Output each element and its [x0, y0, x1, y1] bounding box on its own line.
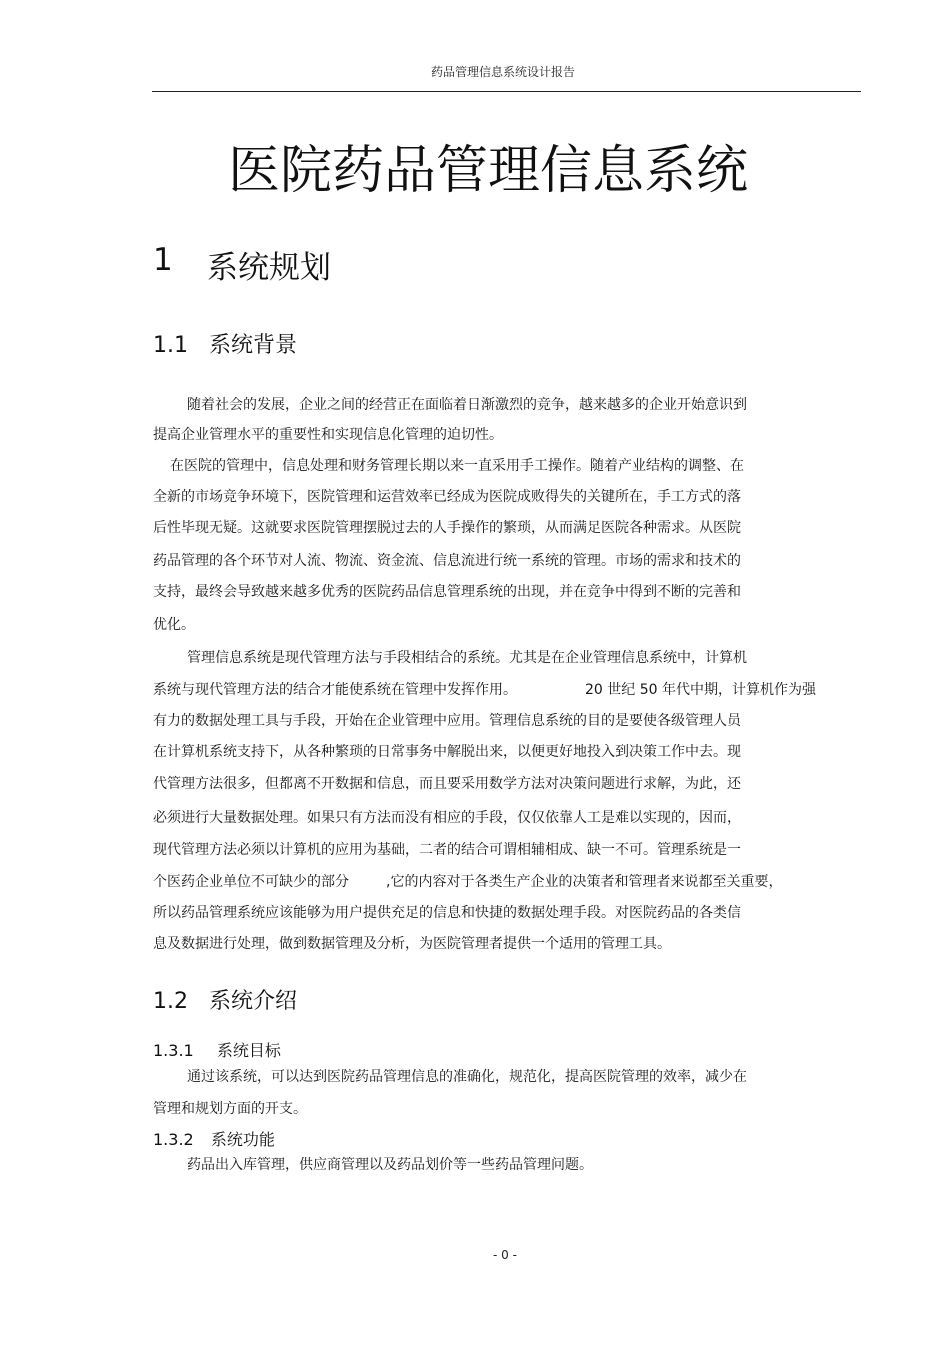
paragraph-line: ,它的内容对于各类生产企业的决策者和管理者来说都至关重要，	[386, 874, 783, 890]
paragraph-line: 后性毕现无疑。这就要求医院管理摆脱过去的人手操作的繁琐，从而满足医院各种需求。从医院	[153, 520, 741, 536]
page-number: - 0 -	[493, 1248, 517, 1262]
paragraph-line: 药品管理的各个环节对人流、物流、资金流、信息流进行统一系统的管理。市场的需求和技术的	[153, 553, 741, 569]
section-title: 系统背景	[209, 333, 298, 358]
section-number: 1.3.1	[153, 1041, 194, 1060]
paragraph-line: 优化。	[153, 617, 195, 633]
section-number: 1.2	[153, 989, 188, 1014]
running-header: 药品管理信息系统设计报告	[430, 65, 575, 79]
section-1-3-1-heading	[153, 1038, 281, 1061]
paragraph-line: 管理信息系统是现代管理方法与手段相结合的系统。尤其是在企业管理信息系统中，计算机	[187, 650, 747, 666]
paragraph-line: 代管理方法很多，但都离不开数据和信息，而且要采用数学方法对决策问题进行求解，为此，还	[153, 776, 741, 792]
paragraph-line: 在计算机系统支持下，从各种繁琐的日常事务中解脱出来，以便更好地投入到决策工作中去。现	[153, 744, 741, 760]
paragraph-line: 提高企业管理水平的重要性和实现信息化管理的迫切性。	[153, 427, 503, 443]
section-number: 1.1	[153, 333, 188, 358]
section-1-3-2-heading	[153, 1127, 275, 1150]
paragraph-line: 在医院的管理中，信息处理和财务管理长期以来一直采用手工操作。随着产业结构的调整、在	[170, 458, 744, 474]
document-title: 医院药品管理信息系统	[227, 141, 748, 201]
header-rule	[152, 91, 861, 92]
section-1-1-heading	[153, 328, 297, 359]
section-title: 系统功能	[210, 1130, 275, 1149]
paragraph-line: 现代管理方法必须以计算机的应用为基础，二者的结合可谓相辅相成、缺一不可。管理系统是一	[153, 842, 741, 858]
paragraph-line: 个医药企业单位不可缺少的部分	[153, 874, 349, 890]
paragraph-line: 系统与现代管理方法的结合才能使系统在管理中发挥作用。	[153, 682, 517, 698]
section-title: 系统规划	[207, 250, 331, 286]
paragraph-line: 全新的市场竞争环境下，医院管理和运营效率已经成为医院成败得失的关键所在，手工方式的落	[153, 489, 741, 505]
section-number: 1	[153, 242, 173, 278]
paragraph-line: 20 世纪 50 年代中期，计算机作为强	[585, 682, 816, 698]
paragraph-line: 随着社会的发展，企业之间的经营正在面临着日渐激烈的竞争，越来越多的企业开始意识到	[187, 397, 747, 413]
section-title: 系统介绍	[209, 989, 298, 1014]
paragraph-line: 支持，最终会导致越来越多优秀的医院药品信息管理系统的出现，并在竞争中得到不断的完善和	[153, 584, 741, 600]
paragraph-line: 必须进行大量数据处理。如果只有方法而没有相应的手段，仅仅依靠人工是难以实现的，因而，	[153, 810, 741, 826]
section-title: 系统目标	[216, 1041, 281, 1060]
paragraph-line: 有力的数据处理工具与手段，开始在企业管理中应用。管理信息系统的目的是要使各级管理人员	[153, 713, 741, 729]
paragraph-line: 管理和规划方面的开支。	[153, 1101, 307, 1117]
section-number: 1.3.2	[153, 1130, 194, 1149]
paragraph-line: 所以药品管理系统应该能够为用户提供充足的信息和快捷的数据处理手段。对医院药品的各类信	[153, 905, 741, 921]
section-1-2-heading	[153, 984, 297, 1015]
paragraph-line: 通过该系统，可以达到医院药品管理信息的准确化，规范化，提高医院管理的效率，减少在	[187, 1069, 747, 1085]
paragraph-line: 息及数据进行处理，做到数据管理及分析，为医院管理者提供一个适用的管理工具。	[153, 936, 671, 952]
paragraph-line: 药品出入库管理，供应商管理以及药品划价等一些药品管理问题。	[187, 1157, 593, 1173]
